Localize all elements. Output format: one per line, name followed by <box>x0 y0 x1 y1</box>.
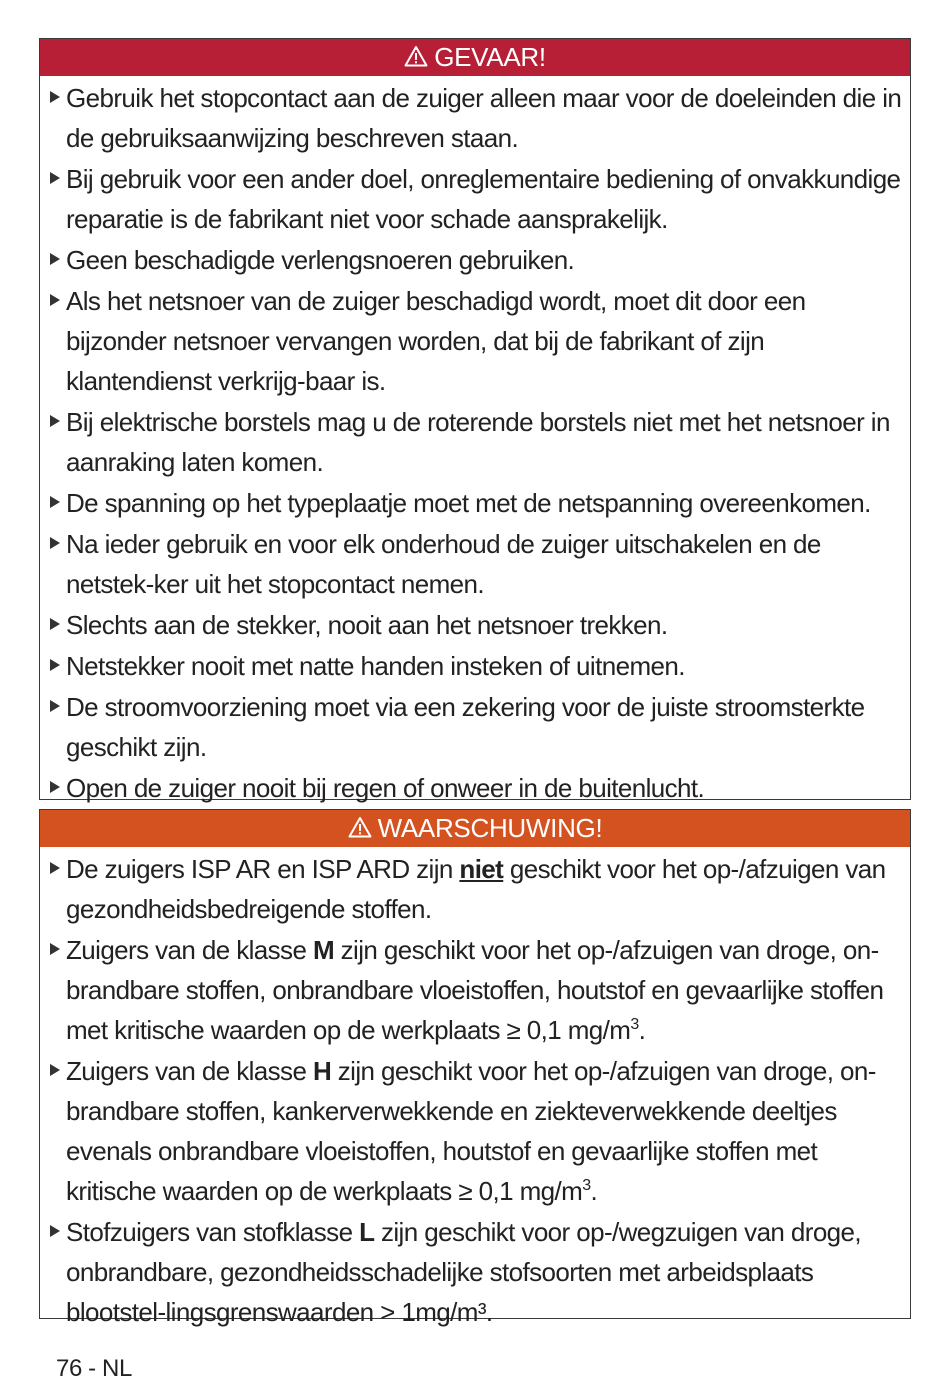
warning-title: WAARSCHUWING! <box>377 813 603 843</box>
bullet-arrow-icon <box>50 618 60 630</box>
bullet-arrow-icon <box>50 862 60 874</box>
class-label: L <box>359 1217 375 1247</box>
bullet-arrow-icon <box>50 537 60 549</box>
list-item: Na ieder gebruik en voor elk onderhoud de zuiger uitschakelen en de netstek-ker uit het stopcontact nemen. <box>50 524 904 604</box>
list-item: Bij gebruik voor een ander doel, onreglementaire bediening of onvakkundige reparatie is de fabrikant niet voor schade aansprakelijk. <box>50 159 904 239</box>
list-item: De spanning op het typeplaatje moet met de netspanning overeenkomen. <box>50 483 904 523</box>
bullet-arrow-icon <box>50 91 60 103</box>
warning-box <box>39 809 911 1327</box>
bullet-arrow-icon <box>50 659 60 671</box>
warning-triangle-icon <box>404 45 428 67</box>
list-item: De stroomvoorziening moet via een zekering voor de juiste stroomsterkte geschikt zijn. <box>50 687 904 767</box>
danger-list <box>40 76 910 808</box>
page-number: 76 - NL <box>56 1355 132 1382</box>
danger-box <box>39 38 911 803</box>
class-label: M <box>312 935 334 965</box>
list-item: Geen beschadigde verlengsnoeren gebruiken. <box>50 240 904 280</box>
bullet-arrow-icon <box>50 943 60 955</box>
danger-title: GEVAAR! <box>434 42 546 72</box>
list-item: De zuigers ISP AR en ISP ARD zijn niet geschikt voor het op-/afzuigen van gezondheidsbedreigende stoffen. <box>50 849 904 929</box>
bullet-arrow-icon <box>50 172 60 184</box>
list-item: Zuigers van de klasse M zijn geschikt voor het op-/afzuigen van droge, on-brandbare stoffen, onbrandbare vloeistoffen, houtstof en gevaarlijke stoffen met kritische waarden op de werkplaats ≥ 0,1 $mg/m^3$. <box>50 930 904 1050</box>
danger-header <box>40 39 910 76</box>
list-item: Open de zuiger nooit bij regen of onweer in de buitenlucht. <box>50 768 904 808</box>
list-item: Zuigers van de klasse H zijn geschikt voor het op-/afzuigen van droge, on-brandbare stoffen, kankerverwekkende en ziekteverwekkende deeltjes evenals onbrandbare vloeistoffen, houtstof en gevaarlijke stoffen met kritische waarden op de werkplaats ≥ 0,1 $mg/m^3$. <box>50 1051 904 1211</box>
list-item: Gebruik het stopcontact aan de zuiger alleen maar voor de doeleinden die in de gebruiksaanwijzing beschreven staan. <box>50 78 904 158</box>
list-item: Als het netsnoer van de zuiger beschadigd wordt, moet dit door een bijzonder netsnoer vervangen worden, dat bij de fabrikant of zijn klantendienst verkrijg-baar is. <box>50 281 904 401</box>
emphasis-niet: niet <box>459 854 504 884</box>
bullet-arrow-icon <box>50 496 60 508</box>
class-label: H <box>312 1056 332 1086</box>
bullet-arrow-icon <box>50 1064 60 1076</box>
bullet-arrow-icon <box>50 253 60 265</box>
bullet-arrow-icon <box>50 781 60 793</box>
warning-triangle-icon <box>348 816 372 838</box>
warning-list <box>40 847 910 1332</box>
bullet-arrow-icon <box>50 415 60 427</box>
bullet-arrow-icon <box>50 700 60 712</box>
list-item: Stofzuigers van stofklasse L zijn geschikt voor op-/wegzuigen van droge, onbrandbare, gezondheidsschadelijke stofsoorten met arbeidsplaats blootstel-lingsgrenswaarden > 1mg/m³. <box>50 1212 904 1332</box>
bullet-arrow-icon <box>50 1225 60 1237</box>
bullet-arrow-icon <box>50 294 60 306</box>
list-item: Slechts aan de stekker, nooit aan het netsnoer trekken. <box>50 605 904 645</box>
list-item: Netstekker nooit met natte handen insteken of uitnemen. <box>50 646 904 686</box>
list-item: Bij elektrische borstels mag u de roterende borstels niet met het netsnoer in aanraking laten komen. <box>50 402 904 482</box>
warning-header <box>40 810 910 847</box>
